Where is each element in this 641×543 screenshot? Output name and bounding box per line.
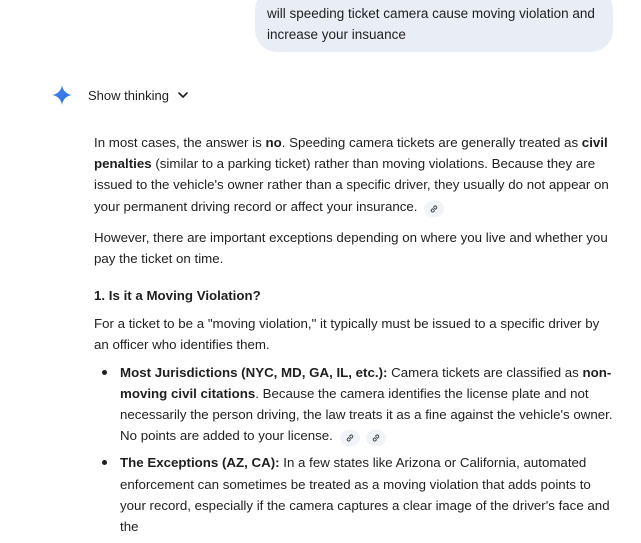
section-intro: For a ticket to be a "moving violation," it typically must be issued to a specific driver by an officer who identifies them. bbox=[94, 316, 600, 353]
source-citation-chip[interactable] bbox=[340, 430, 360, 446]
bullet-bold-text: non-moving civil citations bbox=[120, 364, 612, 401]
link-icon bbox=[429, 204, 439, 214]
link-icon bbox=[345, 433, 355, 443]
answer-bold-no: no bbox=[265, 135, 282, 150]
section-heading: 1. Is it a Moving Violation? bbox=[94, 288, 261, 304]
chevron-down-icon bbox=[177, 89, 189, 101]
gemini-sparkle-icon bbox=[52, 85, 72, 105]
answer-text: . Speeding camera tickets are generally treated as bbox=[281, 135, 582, 150]
answer-paragraph-2: However, there are important exceptions depending on where you live and whether you pay the ticket on time. bbox=[94, 229, 608, 267]
source-citation-chip[interactable] bbox=[366, 430, 386, 446]
response-body bbox=[94, 132, 614, 543]
bullet-text: Camera tickets are classified as bbox=[387, 364, 583, 380]
bullet-dot bbox=[102, 370, 107, 375]
user-message-text: will speeding ticket camera cause moving violation and increase your insuance bbox=[267, 6, 595, 42]
bullet-text: In a few states like Arizona or California, automated enforcement can sometimes be treated as a moving violation that adds points to your record, especially if the camera captures a clear image of the driver's face and the bbox=[120, 455, 610, 535]
user-message-bubble bbox=[255, 0, 613, 52]
list-item bbox=[94, 362, 614, 447]
response-header bbox=[52, 84, 189, 106]
source-citation-chip[interactable] bbox=[424, 201, 444, 217]
list-item bbox=[94, 452, 614, 537]
bullet-list bbox=[94, 362, 614, 538]
show-thinking-label: Show thinking bbox=[88, 87, 169, 103]
answer-text: In most cases, the answer is bbox=[94, 135, 266, 150]
bullet-text: . Because the camera identifies the license plate and not necessarily the person driving, the law treats it as a fine against the vehicle's owner. No points are added to your license. bbox=[120, 385, 613, 444]
answer-paragraph-1 bbox=[94, 132, 614, 217]
bullet-heading: Most Jurisdictions (NYC, MD, GA, IL, etc.): bbox=[120, 364, 388, 380]
bullet-heading: The Exceptions (AZ, CA): bbox=[120, 455, 280, 471]
answer-text: (similar to a parking ticket) rather than moving violations. Because they are issued to the vehicle's owner rather than a specific driver, they usually do not appear on your permanent driving record or affect your insurance. bbox=[94, 156, 609, 214]
link-icon bbox=[371, 433, 381, 443]
bullet-dot bbox=[102, 460, 107, 465]
answer-bold-civil-penalties: civil penalties bbox=[94, 135, 608, 172]
show-thinking-button[interactable] bbox=[88, 88, 189, 103]
